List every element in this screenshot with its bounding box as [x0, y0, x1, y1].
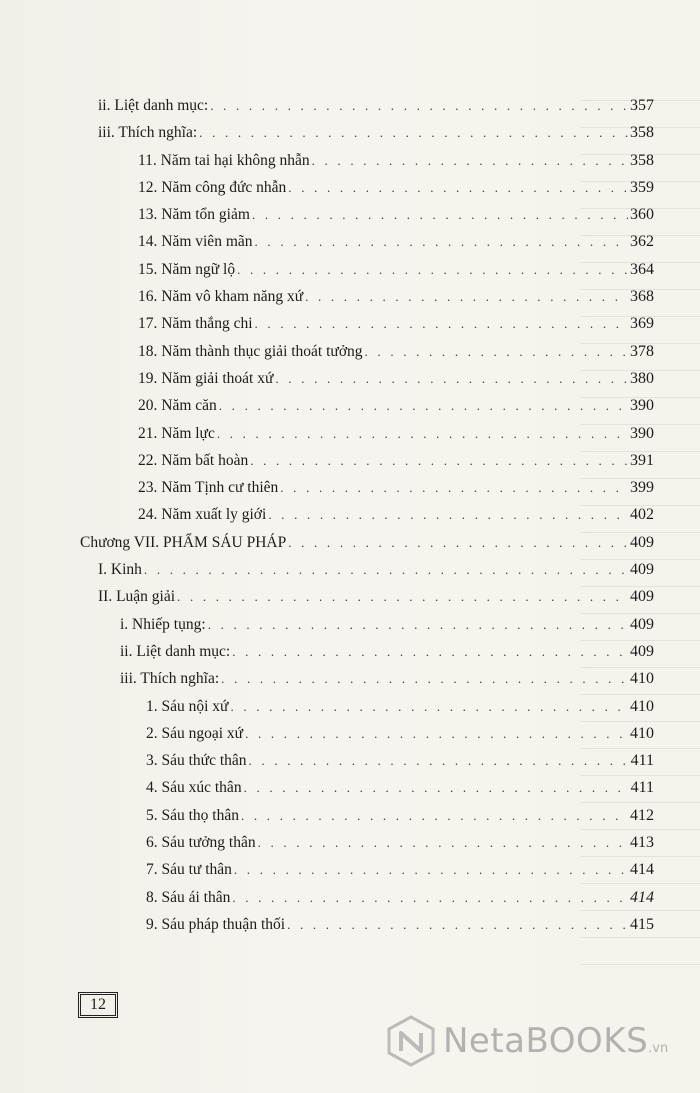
toc-entry-title: 20. Năm căn [138, 397, 217, 415]
toc-entry-title: Chương VII. PHẨM SÁU PHÁP [80, 533, 287, 551]
page-number: 12 [90, 996, 106, 1013]
toc-leader-dots [287, 911, 628, 938]
toc-entry-title: 12. Năm công đức nhẫn [138, 178, 287, 196]
toc-leader-dots [234, 856, 628, 883]
toc-entry [80, 556, 654, 583]
toc-entry-title: 19. Năm giải thoát xứ [138, 369, 274, 387]
toc-entry-page: 369 [630, 315, 654, 333]
toc-entry [80, 201, 654, 228]
toc-entry-title: 23. Năm Tịnh cư thiên [138, 479, 279, 497]
toc-entry-page: 409 [630, 533, 654, 551]
toc-leader-dots [258, 829, 628, 856]
toc-entry-page: 368 [630, 288, 654, 306]
toc-entry-page: 412 [630, 806, 654, 824]
toc-entry [80, 501, 654, 528]
toc-entry [80, 147, 654, 174]
toc-entry [80, 611, 654, 638]
toc-entry-title: iii. Thích nghĩa: [120, 670, 220, 688]
toc-leader-dots [230, 693, 628, 720]
toc-entry [80, 720, 654, 747]
toc-entry-page: 402 [630, 506, 654, 524]
toc-entry [80, 774, 654, 801]
toc-entry-title: 9. Sáu pháp thuận thối [146, 915, 286, 933]
watermark-text: NetaBOOKS.vn [443, 1021, 669, 1061]
toc-leader-dots [210, 92, 628, 119]
toc-entry [80, 256, 654, 283]
toc-entry [80, 474, 654, 501]
toc-entry [80, 174, 654, 201]
toc-entry [80, 119, 654, 146]
page-number-box [80, 994, 116, 1016]
toc-entry-title: 18. Năm thành thục giải thoát tưởng [138, 342, 363, 360]
toc-entry-page: 415 [630, 915, 654, 933]
toc-entry-page: 411 [630, 779, 654, 797]
toc-entry-title: 16. Năm vô kham năng xứ [138, 288, 304, 306]
toc-entry [80, 638, 654, 665]
toc-leader-dots [288, 529, 628, 556]
toc-entry-title: 8. Sáu ái thân [146, 888, 231, 906]
toc-entry-title: I. Kinh [98, 561, 142, 579]
toc-entry-page: 378 [630, 342, 654, 360]
toc-entry-page: 410 [630, 670, 654, 688]
toc-entry [80, 747, 654, 774]
toc-entry-title: 6. Sáu tưởng thân [146, 834, 256, 852]
toc-entry-title: 5. Sáu thọ thân [146, 806, 239, 824]
toc-entry-page: 360 [630, 206, 654, 224]
toc-leader-dots [237, 256, 628, 283]
toc-entry [80, 583, 654, 610]
toc-entry-page: 414 [630, 861, 654, 879]
toc-entry [80, 420, 654, 447]
toc-entry-page: 411 [630, 752, 654, 770]
toc-entry-page: 358 [630, 124, 654, 142]
toc-leader-dots [144, 556, 628, 583]
toc-leader-dots [241, 802, 628, 829]
toc-leader-dots [217, 420, 628, 447]
toc-entry-title: 24. Năm xuất ly giới [138, 506, 267, 524]
toc-leader-dots [208, 611, 628, 638]
toc-leader-dots [268, 501, 628, 528]
toc-leader-dots [245, 720, 628, 747]
toc-entry [80, 392, 654, 419]
toc-leader-dots [244, 774, 629, 801]
toc-entry-title: 11. Năm tai hại không nhẫn [138, 151, 310, 169]
toc-entry [80, 802, 654, 829]
toc-leader-dots [365, 338, 628, 365]
toc-entry-title: 13. Năm tổn giảm [138, 206, 250, 224]
toc-leader-dots [232, 884, 628, 911]
toc-entry-page: 410 [630, 697, 654, 715]
toc-entry-title: 17. Năm thắng chi [138, 315, 253, 333]
toc-leader-dots [250, 447, 628, 474]
toc-entry [80, 856, 654, 883]
toc-entry-page: 362 [630, 233, 654, 251]
toc-leader-dots [255, 310, 628, 337]
toc-entry [80, 529, 654, 556]
toc-entry-title: 21. Năm lực [138, 424, 215, 442]
toc-entry [80, 911, 654, 938]
toc-leader-dots [312, 147, 628, 174]
toc-entry-title: 22. Năm bất hoàn [138, 451, 249, 469]
toc-entry-title: 7. Sáu tư thân [146, 861, 232, 879]
toc-entry-page: 358 [630, 151, 654, 169]
toc-entry-title: 2. Sáu ngoại xứ [146, 724, 244, 742]
toc-entry-page: 364 [630, 260, 654, 278]
toc-entry [80, 693, 654, 720]
toc-entry-page: 410 [630, 724, 654, 742]
toc-entry [80, 310, 654, 337]
toc-leader-dots [275, 365, 628, 392]
toc-entry [80, 228, 654, 255]
toc-entry-title: 3. Sáu thức thân [146, 752, 247, 770]
toc-entry-title: ii. Liệt danh mục: [98, 97, 209, 114]
toc-entry-page: 390 [630, 397, 654, 415]
toc-entry-page: 409 [630, 615, 654, 633]
toc-entry-page: 409 [630, 642, 654, 660]
toc-entry-title: 15. Năm ngữ lộ [138, 260, 236, 278]
netabooks-logo-icon [385, 1015, 437, 1067]
toc-entry-page: 359 [630, 178, 654, 196]
toc-entry-title: 1. Sáu nội xứ [146, 697, 229, 715]
toc-leader-dots [305, 283, 628, 310]
toc-entry-page: 413 [630, 834, 654, 852]
toc-entry-title: iii. Thích nghĩa: [98, 124, 198, 142]
toc-entry [80, 365, 654, 392]
toc-leader-dots [280, 474, 628, 501]
toc-leader-dots [232, 638, 628, 665]
toc-entry-page: 409 [630, 561, 654, 579]
table-of-contents [80, 92, 654, 938]
toc-entry-title: 14. Năm viên mãn [138, 233, 253, 251]
toc-entry [80, 884, 654, 911]
toc-entry [80, 338, 654, 365]
toc-entry-page: 414 [630, 888, 654, 906]
toc-entry-title: 4. Sáu xúc thân [146, 779, 242, 797]
toc-entry [80, 92, 654, 119]
toc-entry-page: 357 [630, 97, 654, 114]
toc-entry-page: 390 [630, 424, 654, 442]
toc-entry-title: i. Nhiếp tụng: [120, 615, 206, 633]
watermark [385, 1015, 668, 1067]
toc-entry-page: 409 [630, 588, 654, 606]
toc-entry [80, 283, 654, 310]
toc-entry-title: II. Luận giải [98, 588, 176, 606]
toc-entry-title: ii. Liệt danh mục: [120, 642, 231, 660]
toc-leader-dots [177, 583, 628, 610]
toc-leader-dots [255, 228, 628, 255]
toc-entry [80, 447, 654, 474]
toc-entry-page: 399 [630, 479, 654, 497]
toc-entry [80, 665, 654, 692]
toc-leader-dots [288, 174, 628, 201]
toc-entry-page: 391 [630, 451, 654, 469]
toc-leader-dots [219, 392, 628, 419]
toc-leader-dots [221, 665, 628, 692]
toc-entry [80, 829, 654, 856]
toc-leader-dots [252, 201, 628, 228]
toc-leader-dots [249, 747, 629, 774]
toc-leader-dots [199, 119, 628, 146]
toc-entry-page: 380 [630, 369, 654, 387]
